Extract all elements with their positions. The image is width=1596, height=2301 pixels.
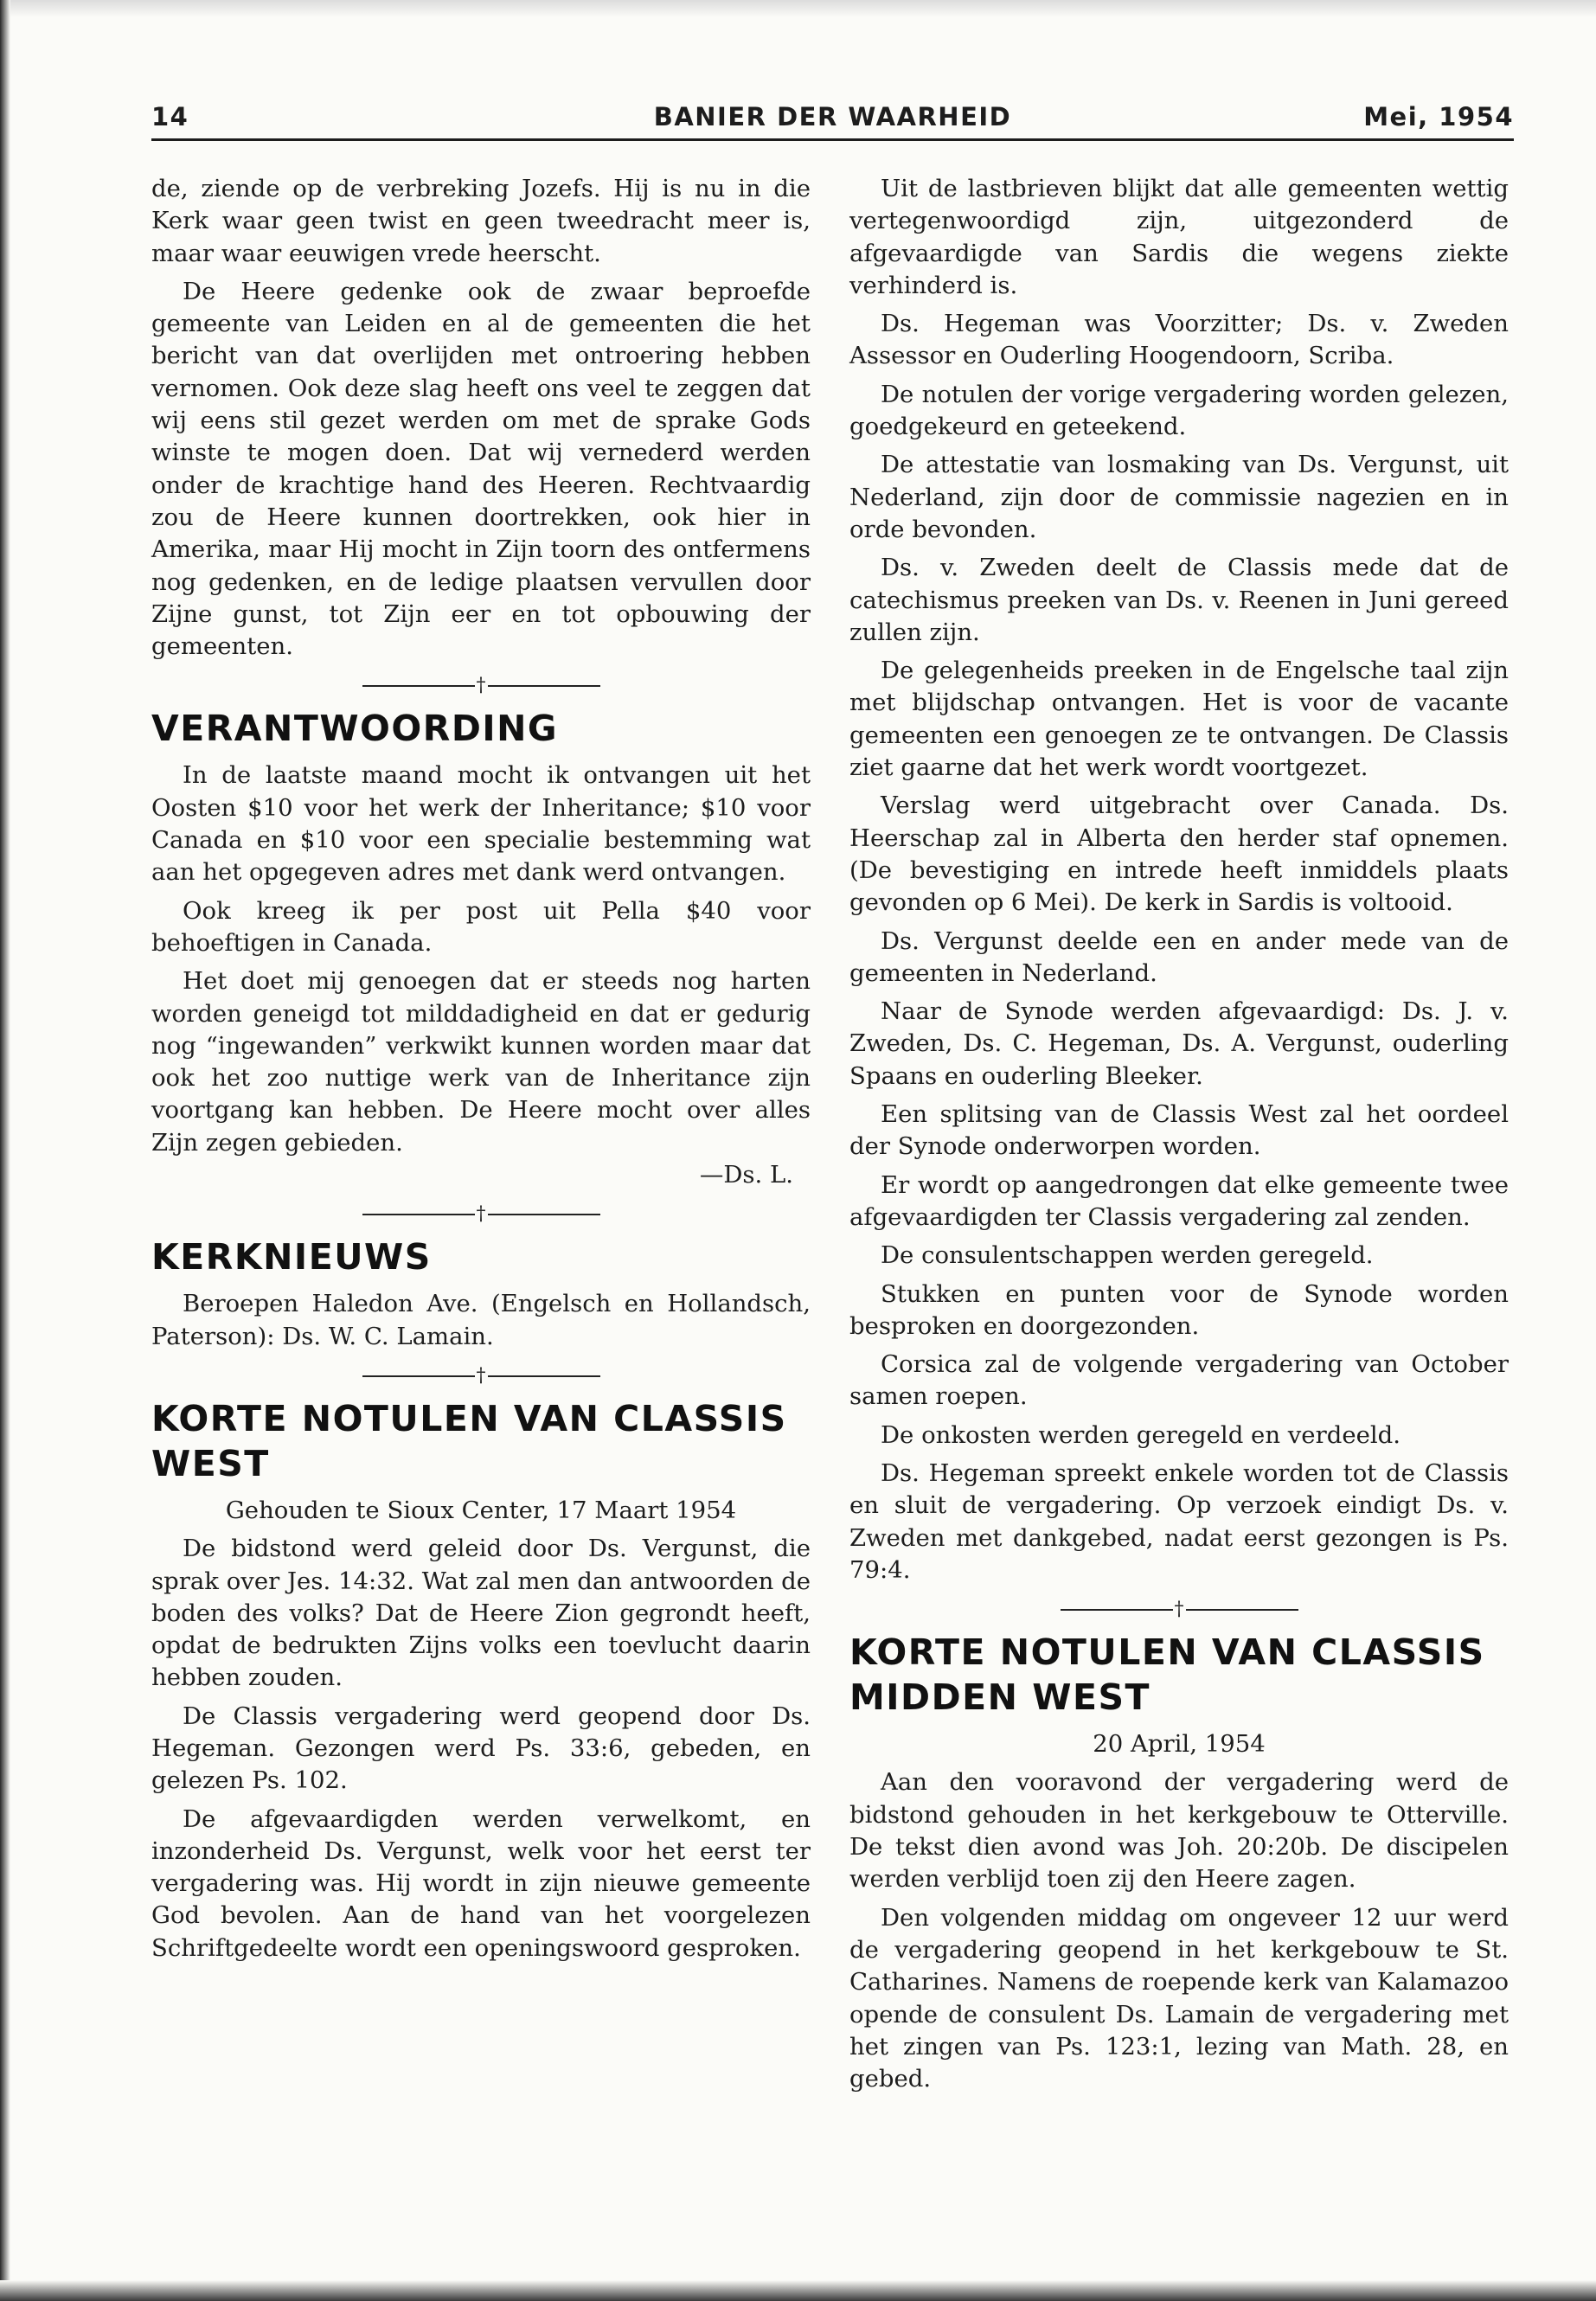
heading-classis-west: KORTE NOTULEN VAN CLASSIS WEST xyxy=(151,1397,787,1484)
paragraph: In de laatste maand mocht ik ontvangen uit het Oosten $10 voor het werk der Inheritance; $10 voor Canada en $10 voor een specialie bestemming wat aan het opgegeven adres met dank werd ontvangen. xyxy=(151,761,811,887)
heading-verantwoording: VERANTWOORDING xyxy=(151,708,559,750)
section-separator xyxy=(151,1202,811,1227)
paragraph: Het doet mij genoegen dat er steeds nog harten worden geneigd tot milddadigheid en dat er gedurig nog “ingewanden” verkwikt kunnen worden maar dat ook het zoo nuttige werk van de Inheritance zijn voortgang kan hebben. De Heere mocht over alles Zijn zegen gebieden. xyxy=(151,967,811,1157)
paragraph: De Classis vergadering werd geopend door Ds. Hegeman. Gezongen werd Ps. 33:6, gebeden, en gelezen Ps. 102. xyxy=(151,1702,811,1795)
paragraph: Een splitsing van de Classis West zal het oordeel der Synode onderworpen worden. xyxy=(849,1100,1509,1161)
section-separator xyxy=(151,1363,811,1389)
heading-classis-midden-west: KORTE NOTULEN VAN CLASSIS MIDDEN WEST xyxy=(849,1631,1485,1719)
section-separator xyxy=(849,1597,1509,1623)
paragraph: De onkosten werden geregeld en verdeeld. xyxy=(881,1420,1401,1449)
paragraph: Den volgenden middag om ongeveer 12 uur werd de vergadering geopend in het kerkgebouw te St. Catharines. Namens de roepende kerk van Kalamazoo opende de consulent Ds. Lamain de vergadering met het zingen van Ps. 123:1, lezing van Math. 28, en gebed. xyxy=(849,1903,1509,2093)
paragraph: Corsica zal de volgende vergadering van October samen roepen. xyxy=(849,1350,1509,1411)
paragraph: Beroepen Haledon Ave. (Engelsch en Hollandsch, Paterson): Ds. W. C. Lamain. xyxy=(151,1290,811,1350)
paragraph: De attestatie van losmaking van Ds. Vergunst, uit Nederland, zijn door de commissie nagezien en in orde bevonden. xyxy=(849,451,1509,543)
paragraph: Aan den vooravond der vergadering werd de bidstond gehouden in het kerkgebouw te Otterville. De tekst dien avond was Joh. 20:20b. De discipelen werden verblijd toen zij den Heere zagen. xyxy=(849,1768,1509,1894)
issue-date: Mei, 1954 xyxy=(1363,102,1514,131)
paragraph: de, ziende op de verbreking Jozefs. Hij is nu in die Kerk waar geen twist en geen tweedracht meer is, maar waar eeuwigen vrede heerscht. xyxy=(151,175,811,267)
header-rule xyxy=(151,138,1514,141)
scan-edge-bottom xyxy=(0,2280,1596,2301)
section-separator xyxy=(151,673,811,699)
heading-kerknieuws: KERKNIEUWS xyxy=(151,1236,432,1279)
publication-title: BANIER DER WAARHEID xyxy=(653,102,1012,131)
paragraph: De Heere gedenke ook de zwaar beproefde gemeente van Leiden en al de gemeenten die het bericht van dat overlijden met ontroering hebben vernomen. Ook deze slag heeft ons veel te zeggen dat wij eens stil gezet werden om met de sprake Gods winste te mogen doen. Dat wij vernederd werden onder de krachtige hand des Heeren. Rechtvaardig zou de Heere kunnen doortrekken, ook hier in Amerika, maar Hij mocht in Zijn toorn des ontfermens nog gedenken, en de ledige plaatsen vervullen door Zijne gunst, tot Zijn eer en tot opbouwing der gemeenten. xyxy=(151,277,811,661)
paragraph: Ook kreeg ik per post uit Pella $40 voor behoeftigen in Canada. xyxy=(151,896,811,957)
paragraph: De gelegenheids preeken in de Engelsche taal zijn met blijdschap ontvangen. Het is voor de vacante gemeenten een genoegen ze te ontvangen. De Classis ziet gaarne dat het werk wordt voortgezet. xyxy=(849,657,1509,782)
dagger-icon: † xyxy=(476,1203,486,1226)
paragraph: Stukken en punten voor de Synode worden besproken en doorgezonden. xyxy=(849,1279,1509,1340)
subheading: 20 April, 1954 xyxy=(1093,1730,1266,1759)
right-column xyxy=(849,173,1509,2101)
paragraph: Naar de Synode werden afgevaardigd: Ds. J. v. Zweden, Ds. C. Hegeman, Ds. A. Vergunst, ouderling Spaans en ouderling Bleeker. xyxy=(849,997,1509,1090)
dagger-icon: † xyxy=(1174,1599,1184,1621)
signature: —Ds. L. xyxy=(699,1161,793,1189)
paragraph: De afgevaardigden werden verwelkomt, en inzonderheid Ds. Vergunst, welk voor het eerst ter vergadering was. Hij wordt in zijn nieuwe gemeente God bevolen. Aan de hand van het voorgelezen Schriftgedeelte wordt een openingswoord gesproken. xyxy=(151,1804,811,1962)
paragraph: De consulentschappen werden geregeld. xyxy=(881,1241,1374,1270)
paragraph: Ds. Hegeman spreekt enkele worden tot de Classis en sluit de vergadering. Op verzoek eindigt Ds. v. Zweden met dankgebed, nadat eerst gezongen is Ps. 79:4. xyxy=(849,1458,1509,1584)
running-header xyxy=(151,102,1514,140)
scan-edge-left xyxy=(0,0,10,2301)
paragraph: Uit de lastbrieven blijkt dat alle gemeenten wettig vertegenwoordigd zijn, uitgezonderd de afgevaardigde van Sardis die wegens ziekte verhinderd is. xyxy=(849,175,1509,299)
scan-edge-top xyxy=(0,0,1596,17)
paragraph: De notulen der vorige vergadering worden gelezen, goedgekeurd en geteekend. xyxy=(849,380,1509,441)
paragraph: Ds. Hegeman was Voorzitter; Ds. v. Zweden Assessor en Ouderling Hoogendoorn, Scriba. xyxy=(849,310,1509,370)
paragraph: Ds. v. Zweden deelt de Classis mede dat de catechismus preeken van Ds. v. Reenen in Juni gereed zullen zijn. xyxy=(849,554,1509,646)
paragraph: De bidstond werd geleid door Ds. Vergunst, die sprak over Jes. 14:32. Wat zal men dan antwoorden de boden des volks? Dat de Heere Zion gegrondt heeft, opdat de bedrukten Zijns volks een toevlucht daarin hebben zouden. xyxy=(151,1535,811,1692)
left-column xyxy=(151,173,811,1971)
paragraph: Ds. Vergunst deelde een en ander mede van de gemeenten in Nederland. xyxy=(849,926,1509,987)
dagger-icon: † xyxy=(476,675,486,697)
dagger-icon: † xyxy=(476,1364,486,1387)
subheading: Gehouden te Sioux Center, 17 Maart 1954 xyxy=(225,1496,737,1524)
paragraph: Er wordt op aangedrongen dat elke gemeente twee afgevaardigden ter Classis vergadering zal zenden. xyxy=(849,1170,1509,1231)
page-number: 14 xyxy=(151,102,189,131)
paragraph: Verslag werd uitgebracht over Canada. Ds. Heerschap zal in Alberta den herder staf opnemen. (De bevestiging en intrede heeft inmiddels plaats gevonden op 6 Mei). De kerk in Sardis is voltooid. xyxy=(849,792,1509,917)
